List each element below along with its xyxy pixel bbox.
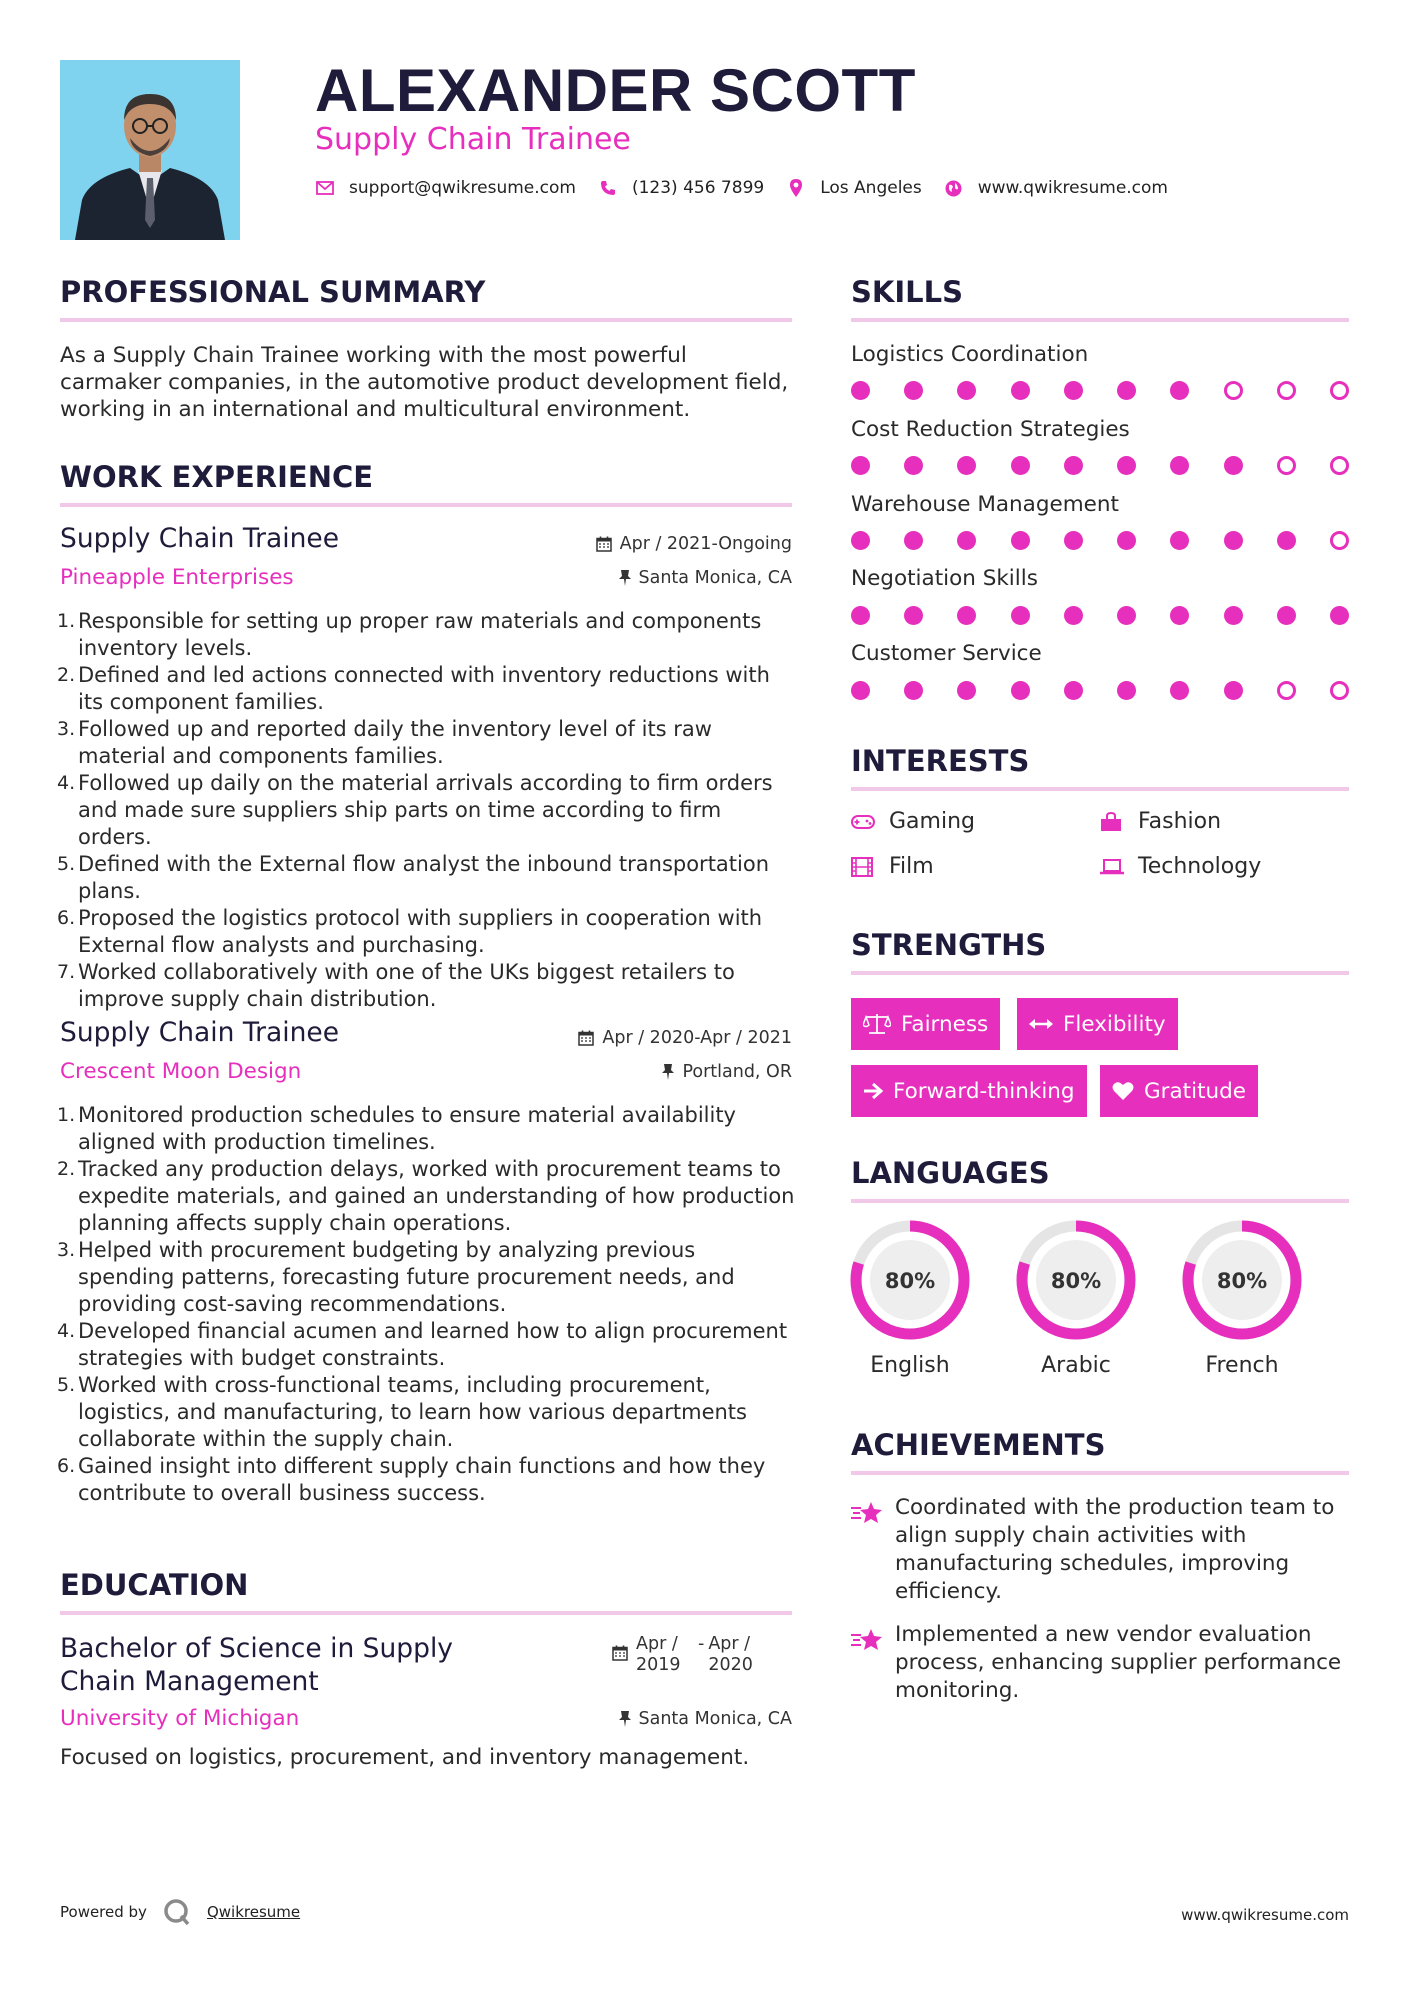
rating-dot-filled (904, 681, 923, 700)
strength-badge-forward-thinking (851, 1065, 1087, 1117)
school-name: University of Michigan (60, 1706, 300, 1731)
skills-heading: SKILLS (851, 275, 963, 309)
interest-fashion (1100, 809, 1221, 834)
list-item: 4. Developed financial acumen and learned how to align procurement strategies with budget constraints. (57, 1319, 788, 1370)
job-dates-text: Apr / 2021-Ongoing (619, 534, 792, 554)
strength-badge-gratitude (1100, 1065, 1258, 1117)
strength-label: Fairness (901, 1011, 989, 1037)
contact-website[interactable] (944, 178, 1168, 198)
strength-badge-fairness (851, 998, 1000, 1050)
calendar-icon (578, 1030, 594, 1046)
contact-email[interactable] (315, 178, 576, 198)
pushpin-icon (662, 1064, 674, 1080)
achievements-divider (851, 1471, 1349, 1475)
list-item: 7. Worked collaboratively with one of the UKs biggest retailers to improve supply chain distribution. (57, 960, 735, 1011)
percent-label: 80% (1216, 1269, 1268, 1293)
percent-label: 80% (1050, 1269, 1102, 1293)
strength-label: Flexibility (1063, 1011, 1166, 1037)
education-heading: EDUCATION (60, 1568, 249, 1602)
rating-dot-filled (851, 606, 870, 625)
calendar-icon (612, 1645, 628, 1661)
skill-rating (851, 456, 1349, 476)
percent-label: 80% (884, 1269, 936, 1293)
job-title: Supply Chain Trainee (60, 523, 340, 554)
skill-name: Negotiation Skills (851, 566, 1038, 591)
film-icon (851, 856, 877, 878)
strength-label: Forward-thinking (893, 1078, 1075, 1104)
interests-heading: INTERESTS (851, 744, 1030, 778)
interest-label: Technology (1138, 854, 1262, 879)
rating-dot-filled (904, 531, 923, 550)
list-item: 4. Followed up daily on the material arrivals according to firm orders and made sure suppliers ship parts on time according to firm orders. (57, 771, 773, 849)
skill-rating (851, 531, 1349, 551)
progress-ring (1015, 1219, 1137, 1341)
interest-film (851, 854, 934, 879)
rating-dot-filled (1277, 606, 1296, 625)
shooting-star-icon (851, 1494, 895, 1606)
rating-dot-filled (1064, 681, 1083, 700)
email-text: support@qwikresume.com (349, 178, 576, 198)
rating-dot-empty (1330, 531, 1349, 550)
rating-dot-filled (1117, 531, 1136, 550)
rating-dot-filled (1117, 381, 1136, 400)
language-name: Arabic (1041, 1353, 1111, 1378)
list-item: 6. Proposed the logistics protocol with suppliers in cooperation with External flow analysts and purchasing. (57, 906, 763, 957)
language-name: French (1205, 1353, 1279, 1378)
strengths-divider (851, 971, 1349, 975)
rating-dot-filled (1224, 606, 1243, 625)
rating-dot-filled (1170, 456, 1189, 475)
list-item: 6. Gained insight into different supply chain functions and how they contribute to overall business success. (57, 1454, 766, 1505)
education-location (480, 1709, 792, 1729)
rating-dot-empty (1277, 456, 1296, 475)
contact-bar (315, 178, 1190, 198)
rating-dot-filled (851, 381, 870, 400)
rating-dot-filled (1064, 606, 1083, 625)
experience-divider (60, 503, 792, 507)
interest-technology (1100, 854, 1261, 879)
interests-divider (851, 787, 1349, 791)
list-item: 3. Helped with procurement budgeting by analyzing previous spending patterns, forecasting future procurement needs, and providing cost-saving recommendations. (57, 1238, 735, 1316)
rating-dot-empty (1330, 681, 1349, 700)
experience-heading: WORK EXPERIENCE (60, 460, 374, 494)
contact-phone[interactable] (598, 178, 764, 198)
job-title: Supply Chain Trainee (60, 1017, 340, 1048)
list-item: 1. Monitored production schedules to ensure material availability aligned with production timelines. (57, 1103, 736, 1154)
education-divider (60, 1611, 792, 1615)
arrow-right-icon (863, 1082, 883, 1100)
list-item: 2. Tracked any production delays, worked with procurement teams to expedite materials, and gained an understanding of how production planning affects supply chain operations. (57, 1157, 795, 1235)
rating-dot-filled (1170, 381, 1189, 400)
progress-ring (1181, 1219, 1303, 1341)
rating-dot-filled (957, 456, 976, 475)
job-responsibilities (57, 608, 796, 1013)
footer-website[interactable]: www.qwikresume.com (1181, 1906, 1349, 1924)
footer-branding (60, 1898, 300, 1926)
job-location-text: Portland, OR (682, 1062, 792, 1082)
skill-rating (851, 606, 1349, 626)
location-text: Los Angeles (820, 178, 922, 198)
rating-dot-filled (957, 531, 976, 550)
arrows-horizontal-icon (1029, 1017, 1053, 1031)
rating-dot-filled (1064, 531, 1083, 550)
skill-name: Warehouse Management (851, 492, 1119, 517)
rating-dot-filled (851, 681, 870, 700)
shooting-star-icon (851, 1621, 895, 1705)
progress-ring (849, 1219, 971, 1341)
pushpin-icon (619, 570, 631, 586)
rating-dot-filled (1224, 456, 1243, 475)
contact-location (786, 178, 922, 198)
rating-dot-filled (1011, 456, 1030, 475)
skill-rating (851, 681, 1349, 701)
rating-dot-empty (1330, 381, 1349, 400)
laptop-icon (1100, 856, 1126, 878)
candidate-name: ALEXANDER SCOTT (315, 57, 916, 124)
achievement-item (851, 1494, 1351, 1606)
skill-name: Customer Service (851, 641, 1042, 666)
education-start: Apr / 2019 (636, 1634, 681, 1675)
achievement-text: Implemented a new vendor evaluation process, enhancing supplier performance monitoring. (895, 1622, 1342, 1703)
degree-title: Bachelor of Science in Supply Chain Management (60, 1633, 453, 1697)
balance-scale-icon (863, 1013, 891, 1035)
globe-icon (944, 178, 964, 198)
list-item: 5. Worked with cross-functional teams, including procurement, logistics, and manufacturing, to learn how various departments collaborate within the supply chain. (57, 1373, 747, 1451)
skills-divider (851, 318, 1349, 322)
rating-dot-filled (957, 606, 976, 625)
rating-dot-empty (1277, 681, 1296, 700)
language-gauge-english (849, 1219, 971, 1341)
language-gauge-arabic (1015, 1219, 1137, 1341)
qwikresume-link[interactable]: Qwikresume (206, 1903, 301, 1921)
job-location (480, 568, 792, 588)
job-location-text: Santa Monica, CA (638, 568, 792, 588)
qwikresume-logo-icon (163, 1898, 191, 1926)
languages-divider (851, 1199, 1349, 1203)
powered-by-text: Powered by (60, 1903, 147, 1921)
interest-gaming (851, 809, 975, 834)
job-location (480, 1062, 792, 1082)
education-end: Apr / 2020 (708, 1634, 753, 1675)
achievement-item (851, 1621, 1351, 1705)
rating-dot-empty (1277, 381, 1296, 400)
job-dates (480, 1028, 792, 1048)
rating-dot-filled (1011, 681, 1030, 700)
rating-dot-empty (1224, 381, 1243, 400)
job-dates-text: Apr / 2020-Apr / 2021 (602, 1028, 792, 1048)
website-text: www.qwikresume.com (977, 178, 1168, 198)
rating-dot-filled (1011, 606, 1030, 625)
achievements-heading: ACHIEVEMENTS (851, 1428, 1106, 1462)
calendar-icon (596, 536, 612, 552)
education-description: Focused on logistics, procurement, and inventory management. (60, 1745, 750, 1770)
heart-icon (1112, 1081, 1134, 1101)
rating-dot-filled (1117, 456, 1136, 475)
company-name: Crescent Moon Design (60, 1059, 302, 1084)
pushpin-icon (619, 1711, 631, 1727)
rating-dot-filled (904, 381, 923, 400)
education-location-text: Santa Monica, CA (638, 1709, 792, 1729)
candidate-title: Supply Chain Trainee (315, 122, 631, 157)
map-pin-icon (786, 178, 806, 198)
strength-badge-flexibility (1017, 998, 1178, 1050)
list-item: 5. Defined with the External flow analyst the inbound transportation plans. (57, 852, 770, 903)
rating-dot-filled (1117, 606, 1136, 625)
rating-dot-filled (1224, 531, 1243, 550)
shopping-bag-icon (1100, 811, 1126, 833)
rating-dot-filled (1224, 681, 1243, 700)
rating-dot-filled (1170, 681, 1189, 700)
strengths-heading: STRENGTHS (851, 928, 1047, 962)
summary-divider (60, 318, 792, 322)
rating-dot-filled (1117, 681, 1136, 700)
job-dates (480, 534, 792, 554)
language-gauge-french (1181, 1219, 1303, 1341)
achievement-text: Coordinated with the production team to align supply chain activities with manufacturing schedules, improving efficiency. (895, 1495, 1335, 1604)
strength-label: Gratitude (1144, 1078, 1247, 1104)
list-item: 1. Responsible for setting up proper raw materials and components inventory levels. (57, 609, 762, 660)
job-responsibilities (57, 1102, 796, 1507)
company-name: Pineapple Enterprises (60, 565, 294, 590)
rating-dot-filled (851, 531, 870, 550)
rating-dot-filled (1011, 531, 1030, 550)
education-dates (612, 1634, 758, 1676)
languages-heading: LANGUAGES (851, 1156, 1050, 1190)
envelope-icon (315, 178, 335, 198)
summary-text: As a Supply Chain Trainee working with the most powerful carmaker companies, in the automotive product development field, working in an international and multicultural environment. (60, 343, 789, 422)
skill-name: Cost Reduction Strategies (851, 417, 1130, 442)
phone-icon (598, 178, 618, 198)
profile-photo (60, 60, 240, 240)
summary-heading: PROFESSIONAL SUMMARY (60, 275, 486, 309)
interest-label: Film (889, 854, 934, 879)
rating-dot-filled (851, 456, 870, 475)
language-name: English (870, 1353, 950, 1378)
interest-label: Fashion (1138, 809, 1222, 834)
date-separator: - (698, 1634, 705, 1654)
person-portrait (60, 60, 240, 240)
rating-dot-filled (1170, 531, 1189, 550)
rating-dot-filled (957, 681, 976, 700)
rating-dot-empty (1330, 456, 1349, 475)
list-item: 3. Followed up and reported daily the inventory level of its raw material and components families. (57, 717, 712, 768)
rating-dot-filled (1064, 456, 1083, 475)
interest-label: Gaming (889, 809, 975, 834)
rating-dot-filled (1277, 531, 1296, 550)
rating-dot-filled (1170, 606, 1189, 625)
gamepad-icon (851, 811, 877, 833)
rating-dot-filled (1011, 381, 1030, 400)
list-item: 2. Defined and led actions connected with inventory reductions with its component families. (57, 663, 770, 714)
rating-dot-filled (904, 606, 923, 625)
rating-dot-filled (1064, 381, 1083, 400)
rating-dot-filled (957, 381, 976, 400)
rating-dot-filled (1330, 606, 1349, 625)
skill-name: Logistics Coordination (851, 342, 1089, 367)
skill-rating (851, 381, 1349, 401)
rating-dot-filled (904, 456, 923, 475)
phone-text: (123) 456 7899 (631, 178, 765, 198)
